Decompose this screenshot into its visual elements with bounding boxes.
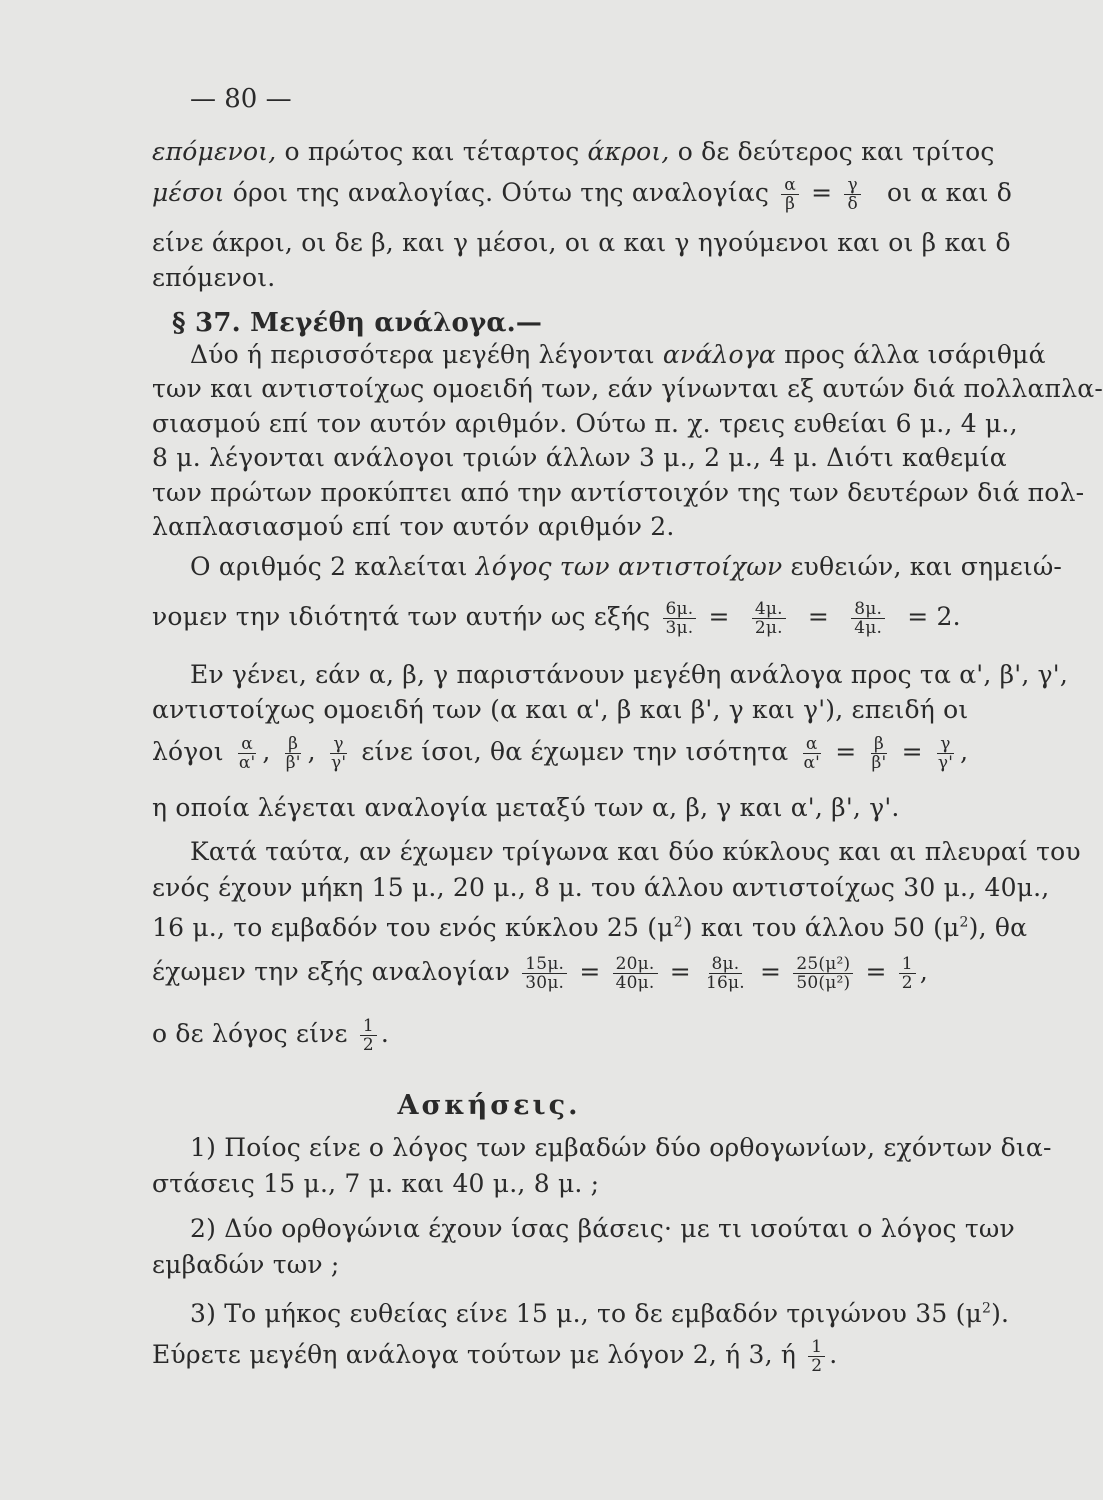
denominator: 40μ. bbox=[615, 973, 655, 993]
fraction bbox=[899, 955, 916, 992]
ratio-result: 2. bbox=[936, 602, 961, 631]
section-number: § 37. bbox=[172, 308, 241, 338]
text-line bbox=[152, 600, 961, 637]
equals-sign: = bbox=[807, 602, 830, 631]
text-line bbox=[190, 340, 1046, 370]
equals-sign: = bbox=[901, 737, 923, 766]
denominator: 16μ. bbox=[706, 973, 745, 993]
fraction bbox=[851, 600, 885, 637]
fraction bbox=[800, 735, 823, 772]
text-span: έχωμεν την εξής αναλογίαν bbox=[152, 957, 511, 986]
fraction bbox=[752, 600, 786, 637]
text-span: ο δε δεύτερος και τρίτος bbox=[677, 137, 995, 166]
numerator: β bbox=[871, 735, 887, 754]
term-akroi: άκροι, bbox=[587, 137, 670, 166]
numerator: 1 bbox=[899, 955, 916, 974]
equals-sign: = bbox=[907, 602, 929, 631]
text-line bbox=[152, 1017, 389, 1054]
numerator: 1 bbox=[360, 1017, 377, 1036]
text-span: ). bbox=[991, 1299, 1010, 1329]
denominator: 2 bbox=[901, 973, 913, 993]
term-epomenoi: επόμενοι, bbox=[152, 137, 277, 166]
numerator: 1 bbox=[808, 1338, 825, 1357]
text-span: . bbox=[829, 1340, 838, 1369]
numerator: β bbox=[285, 735, 301, 754]
comma: , bbox=[307, 737, 316, 766]
term-logos: λόγος των αντιστοίχων bbox=[475, 552, 783, 581]
fraction bbox=[663, 600, 697, 637]
exercise-3-line-1 bbox=[190, 1294, 1010, 1329]
page-number: — 80 — bbox=[190, 84, 292, 114]
text-span: νομεν την ιδιότητά των αυτήν ως εξής bbox=[152, 602, 651, 631]
exercise-2-line-1: 2) Δύο ορθογώνια έχουν ίσας βάσεις· με τι ισούται ο λόγος των bbox=[190, 1214, 1015, 1243]
denominator: 3μ. bbox=[665, 618, 694, 638]
numerator: 4μ. bbox=[752, 600, 786, 619]
numerator: 8μ. bbox=[851, 600, 885, 619]
fraction bbox=[793, 955, 853, 992]
equals-sign: = bbox=[708, 602, 730, 631]
fraction bbox=[283, 735, 304, 772]
term-analoga: ανάλογα bbox=[662, 340, 776, 369]
text-span: ο πρώτος και τέταρτος bbox=[284, 137, 580, 166]
text-span: Εύρετε μεγέθη ανάλογα τούτων με λόγον 2, ή 3, ή bbox=[152, 1340, 797, 1369]
fraction bbox=[703, 955, 748, 992]
section-title: Μεγέθη ανάλογα.— bbox=[250, 308, 543, 338]
denominator: γ' bbox=[330, 753, 347, 773]
exercise-2-line-2: εμβαδών των ; bbox=[152, 1250, 340, 1279]
comma: , bbox=[919, 957, 928, 986]
text-line: Κατά ταύτα, αν έχωμεν τρίγωνα και δύο κύκλους και αι πλευραί του bbox=[190, 837, 1081, 866]
superscript: 2 bbox=[959, 915, 969, 931]
fraction bbox=[236, 735, 259, 772]
text-line bbox=[152, 908, 1028, 943]
text-line bbox=[152, 176, 1012, 213]
text-span: οι α και δ bbox=[887, 178, 1012, 207]
fraction bbox=[522, 955, 567, 992]
text-line: ενός έχουν μήκη 15 μ., 20 μ., 8 μ. του άλλου αντιστοίχως 30 μ., 40μ., bbox=[152, 873, 1050, 902]
text-span: 16 μ., το εμβαδόν του ενός κύκλου 25 (μ bbox=[152, 913, 674, 943]
text-span: ευθειών, και σημειώ- bbox=[790, 552, 1063, 581]
denominator: 50(μ²) bbox=[796, 973, 851, 993]
text-line: των πρώτων προκύπτει από την αντίστοιχόν της των δευτέρων διά πολ- bbox=[152, 478, 1085, 507]
comma: , bbox=[262, 737, 271, 766]
text-line: λαπλασιασμού επί τον αυτόν αριθμόν 2. bbox=[152, 512, 675, 541]
denominator: β' bbox=[871, 753, 887, 773]
fraction bbox=[781, 176, 799, 213]
text-line bbox=[152, 137, 995, 167]
text-span bbox=[152, 913, 1027, 942]
fraction bbox=[935, 735, 956, 772]
text-span: είνε ίσοι, θα έχωμεν την ισότητα bbox=[361, 737, 789, 766]
text-span: ) και του άλλου 50 (μ bbox=[682, 913, 960, 943]
exercise-1-line-1: 1) Ποίος είνε ο λόγος των εμβαδών δύο ορθογωνίων, εχόντων δια- bbox=[190, 1133, 1052, 1162]
superscript: 2 bbox=[981, 1301, 992, 1317]
text-span: λόγοι bbox=[152, 737, 224, 766]
text-line: σιασμού επί τον αυτόν αριθμόν. Ούτω π. χ. τρεις ευθείαι 6 μ., 4 μ., bbox=[152, 409, 1018, 438]
denominator: α' bbox=[803, 753, 821, 773]
fraction bbox=[869, 735, 890, 772]
equals-sign: = bbox=[835, 737, 857, 766]
equals-sign: = bbox=[811, 178, 833, 207]
text-line: 8 μ. λέγονται ανάλογοι τριών άλλων 3 μ., 2 μ., 4 μ. Διότι καθεμία bbox=[152, 443, 1007, 472]
text-span: Δύο ή περισσότερα μεγέθη λέγονται bbox=[190, 340, 655, 369]
numerator: 8μ. bbox=[709, 955, 743, 974]
exercise-1-line-2: στάσεις 15 μ., 7 μ. και 40 μ., 8 μ. ; bbox=[152, 1169, 600, 1198]
denominator: β bbox=[785, 194, 796, 214]
fraction bbox=[328, 735, 349, 772]
numerator: γ bbox=[844, 176, 860, 195]
text-span bbox=[190, 1299, 1009, 1328]
numerator: γ bbox=[937, 735, 953, 754]
fraction bbox=[360, 1017, 377, 1054]
numerator: α bbox=[781, 176, 799, 195]
term-mesoi: μέσοι bbox=[152, 178, 225, 207]
text-line bbox=[152, 735, 968, 772]
text-span: Ο αριθμός 2 καλείται bbox=[190, 552, 468, 581]
fraction bbox=[844, 176, 860, 213]
denominator: δ bbox=[847, 194, 858, 214]
denominator: β' bbox=[285, 753, 301, 773]
exercises-heading: Ασκήσεις. bbox=[397, 1090, 581, 1121]
comma: , bbox=[960, 737, 969, 766]
text-line: των και αντιστοίχως ομοειδή των, εάν γίνωνται εξ αυτών διά πολλαπλα- bbox=[152, 374, 1103, 403]
fraction bbox=[613, 955, 658, 992]
text-line: είνε άκροι, οι δε β, και γ μέσοι, οι α και γ ηγούμενοι και οι β και δ bbox=[152, 228, 1011, 257]
text-line bbox=[190, 552, 1063, 582]
numerator: 25(μ²) bbox=[793, 955, 853, 974]
numerator: α bbox=[803, 735, 821, 754]
denominator: 2 bbox=[362, 1035, 374, 1055]
denominator: γ' bbox=[937, 753, 954, 773]
denominator: α' bbox=[238, 753, 256, 773]
text-span: όροι της αναλογίας. Ούτω της αναλογίας bbox=[232, 178, 770, 207]
text-line: επόμενοι. bbox=[152, 263, 276, 292]
denominator: 30μ. bbox=[525, 973, 565, 993]
denominator: 2 bbox=[811, 1356, 823, 1376]
text-line: η οποία λέγεται αναλογία μεταξύ των α, β, γ και α', β', γ'. bbox=[152, 793, 900, 822]
text-span: 3) Το μήκος ευθείας είνε 15 μ., το δε εμβαδόν τριγώνου 35 (μ bbox=[190, 1299, 982, 1329]
equals-sign: = bbox=[579, 957, 601, 986]
numerator: 6μ. bbox=[663, 600, 697, 619]
text-span: . bbox=[380, 1019, 390, 1048]
section-heading bbox=[172, 308, 542, 338]
numerator: 20μ. bbox=[613, 955, 658, 974]
equals-sign: = bbox=[669, 957, 691, 986]
text-span: ο δε λόγος είνε bbox=[152, 1019, 348, 1048]
text-line: Εν γένει, εάν α, β, γ παριστάνουν μεγέθη ανάλογα προς τα α', β', γ', bbox=[190, 660, 1069, 689]
equals-sign: = bbox=[865, 957, 887, 986]
denominator: 4μ. bbox=[854, 618, 883, 638]
text-line: αντιστοίχως ομοειδή των (α και α', β και β', γ και γ'), επειδή οι bbox=[152, 695, 969, 724]
numerator: 15μ. bbox=[522, 955, 567, 974]
numerator: γ bbox=[330, 735, 346, 754]
exercise-3-line-2 bbox=[152, 1338, 837, 1375]
denominator: 2μ. bbox=[754, 618, 783, 638]
superscript: 2 bbox=[673, 915, 683, 931]
text-span: προς άλλα ισάριθμά bbox=[784, 340, 1046, 369]
equals-sign: = bbox=[760, 957, 782, 986]
text-span: ), θα bbox=[968, 913, 1028, 943]
text-line bbox=[152, 955, 928, 992]
numerator: α bbox=[238, 735, 256, 754]
fraction bbox=[808, 1338, 825, 1375]
